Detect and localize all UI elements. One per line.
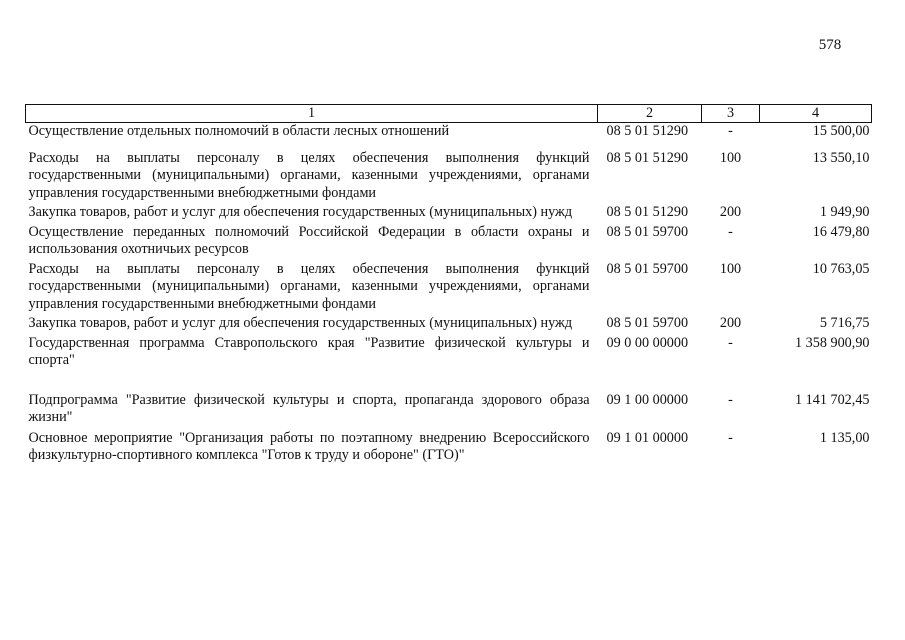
- cell-code: 08 5 01 59700: [606, 260, 689, 277]
- cell-type: -: [728, 334, 733, 351]
- cell-type: -: [728, 391, 733, 408]
- cell-type: 100: [719, 149, 742, 166]
- cell-type: -: [728, 429, 733, 446]
- cell-type: 100: [719, 260, 742, 277]
- cell-description: Осуществление отдельных полномочий в области лесных отношений: [28, 123, 450, 139]
- table-row: [26, 392, 872, 430]
- cell-description: Осуществление переданных полномочий Российской Федерации в области охраны и использования охотничьих ресурсов: [28, 223, 590, 257]
- cell-description: Закупка товаров, работ и услуг для обеспечения государственных (муниципальных) нужд: [28, 315, 573, 331]
- cell-code: 08 5 01 51290: [606, 123, 689, 139]
- cell-amount: 1 949,90: [819, 204, 870, 220]
- table-row: [26, 315, 872, 335]
- cell-code: 08 5 01 59700: [606, 315, 689, 331]
- cell-amount: 16 479,80: [812, 223, 870, 240]
- budget-table: [25, 104, 872, 468]
- page-number: 578: [818, 37, 842, 53]
- cell-description: Подпрограмма "Развитие физической культуры и спорта, пропаганда здорового образа жизни": [28, 391, 590, 425]
- cell-amount: 5 716,75: [819, 315, 870, 331]
- cell-code: 08 5 01 51290: [606, 149, 689, 166]
- cell-code: 09 1 00 00000: [606, 391, 689, 408]
- table-row: [26, 224, 872, 261]
- cell-amount: 15 500,00: [812, 123, 870, 139]
- cell-type: -: [728, 123, 733, 139]
- column-header-code: 2: [598, 105, 702, 123]
- row-gap: [26, 141, 872, 150]
- cell-code: 09 0 00 00000: [606, 334, 689, 351]
- table-row: [26, 123, 872, 141]
- column-header-amount: 4: [760, 105, 872, 123]
- cell-description: Расходы на выплаты персоналу в целях обеспечения выполнения функций государственными (муниципальными) органами, казенными учреждениями, органами управления государственными внебюджетными фондами: [28, 260, 590, 312]
- cell-amount: 1 358 900,90: [795, 334, 870, 351]
- column-header-type: 3: [702, 105, 760, 123]
- table-row: [26, 261, 872, 316]
- table-row: [26, 335, 872, 392]
- cell-code: 08 5 01 51290: [606, 204, 689, 220]
- cell-type: 200: [719, 315, 742, 331]
- cell-amount: 1 135,00: [819, 429, 870, 446]
- table-row: [26, 430, 872, 468]
- cell-amount: 1 141 702,45: [795, 391, 870, 408]
- cell-description: Основное мероприятие "Организация работы по поэтапному внедрению Всероссийского физкультурно-спортивного комплекса "Готов к труду и обороне" (ГТО)": [28, 429, 590, 463]
- cell-code: 08 5 01 59700: [606, 223, 689, 240]
- table-row: [26, 150, 872, 205]
- table-row: [26, 141, 872, 150]
- cell-type: 200: [719, 204, 742, 220]
- cell-type: -: [728, 223, 733, 240]
- cell-amount: 10 763,05: [812, 260, 870, 277]
- cell-description: Расходы на выплаты персоналу в целях обеспечения выполнения функций государственными (муниципальными) органами, казенными учреждениями, органами управления государственными внебюджетными фондами: [28, 149, 590, 201]
- table-row: [26, 204, 872, 224]
- cell-amount: 13 550,10: [812, 149, 870, 166]
- cell-code: 09 1 01 00000: [606, 429, 689, 446]
- cell-description: Государственная программа Ставропольского края "Развитие физической культуры и спорта": [28, 334, 590, 368]
- cell-description: Закупка товаров, работ и услуг для обеспечения государственных (муниципальных) нужд: [28, 204, 573, 220]
- column-header-description: 1: [26, 105, 598, 123]
- table-header-row: [26, 105, 872, 123]
